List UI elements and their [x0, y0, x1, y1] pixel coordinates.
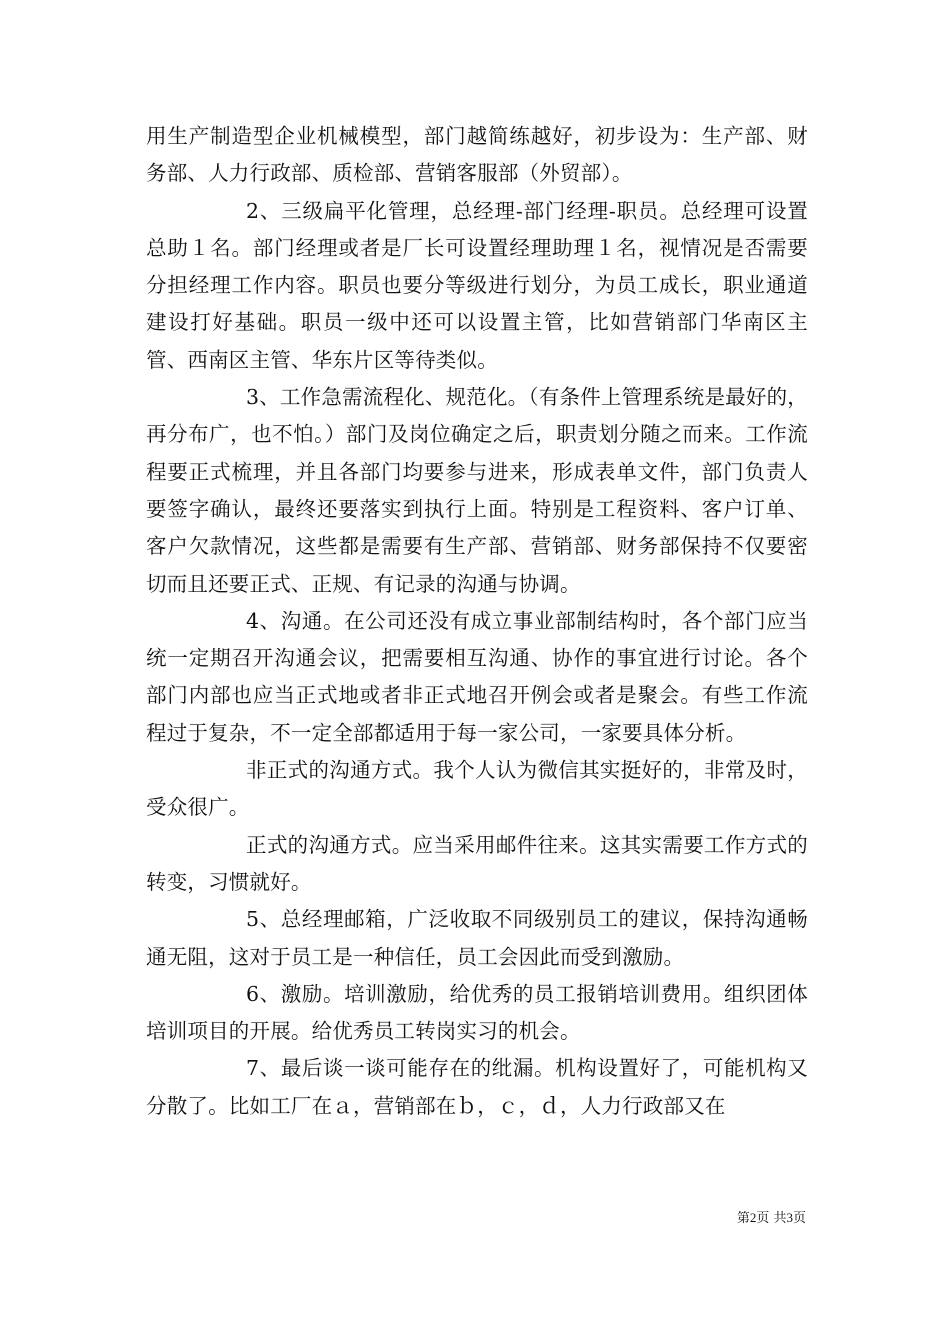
paragraph: 用生产制造型企业机械模型，部门越简练越好，初步设为：生产部、财务部、人力行政部、质检部、营销客服部（外贸部）。	[146, 124, 808, 186]
footer-suffix: 页	[792, 1211, 806, 1226]
footer-prefix: 第	[736, 1211, 750, 1226]
paragraph: 5、总经理邮箱，广泛收取不同级别员工的建议，保持沟通畅通无阻，这对于员工是一种信任，员工会因此而受到激励。	[146, 907, 808, 969]
paragraph: 6、激励。培训激励，给优秀的员工报销培训费用。组织团体培训项目的开展。给优秀员工转岗实习的机会。	[146, 981, 808, 1044]
paragraph: 非正式的沟通方式。我个人认为微信其实挺好的，非常及时，受众很广。	[146, 758, 808, 820]
paragraph: 4、沟通。在公司还没有成立事业部制结构时，各个部门应当统一定期召开沟通会议，把需要相互沟通、协作的事宜进行讨论。各个部门内部也应当正式地或者非正式地召开例会或者是聚会。有些工作流程过于复杂，不一定全部都适用于每一家公司，一家要具体分析。	[146, 608, 808, 745]
paragraph: 3、工作急需流程化、规范化。（有条件上管理系统是最好的，再分布广，也不怕。）部门及岗位确定之后，职责划分随之而来。工作流程要正式梳理，并且各部门均要参与进来，形成表单文件，部门负责人要签字确认，最终还要落实到执行上面。特别是工程资料、客户订单、客户欠款情况，这些都是需要有生产部、营销部、财务部保持不仅要密切而且还要正式、正规、有记录的沟通与协调。	[146, 385, 808, 596]
current-page-number: 2	[749, 1210, 757, 1225]
page-number-footer	[737, 1207, 806, 1226]
document-body	[146, 118, 808, 1125]
total-pages-number: 3	[786, 1210, 793, 1225]
paragraph: 正式的沟通方式。应当采用邮件往来。这其实需要工作方式的转变，习惯就好。	[146, 832, 808, 894]
paragraph: 2、三级扁平化管理，总经理-部门经理-职员。总经理可设置总助１名。部门经理或者是厂长可设置经理助理１名，视情况是否需要分担经理工作内容。职员也要分等级进行划分，为员工成长，职业通道建设打好基础。职员一级中还可以设置主管，比如营销部门华南区主管、西南区主管、华东片区等待类似。	[146, 198, 808, 372]
footer-middle: 页 共	[756, 1211, 787, 1226]
paragraph: 7、最后谈一谈可能存在的纰漏。机构设置好了，可能机构又分散了。比如工厂在ａ，营销部在ｂ，ｃ，ｄ，人力行政部又在	[146, 1056, 808, 1118]
